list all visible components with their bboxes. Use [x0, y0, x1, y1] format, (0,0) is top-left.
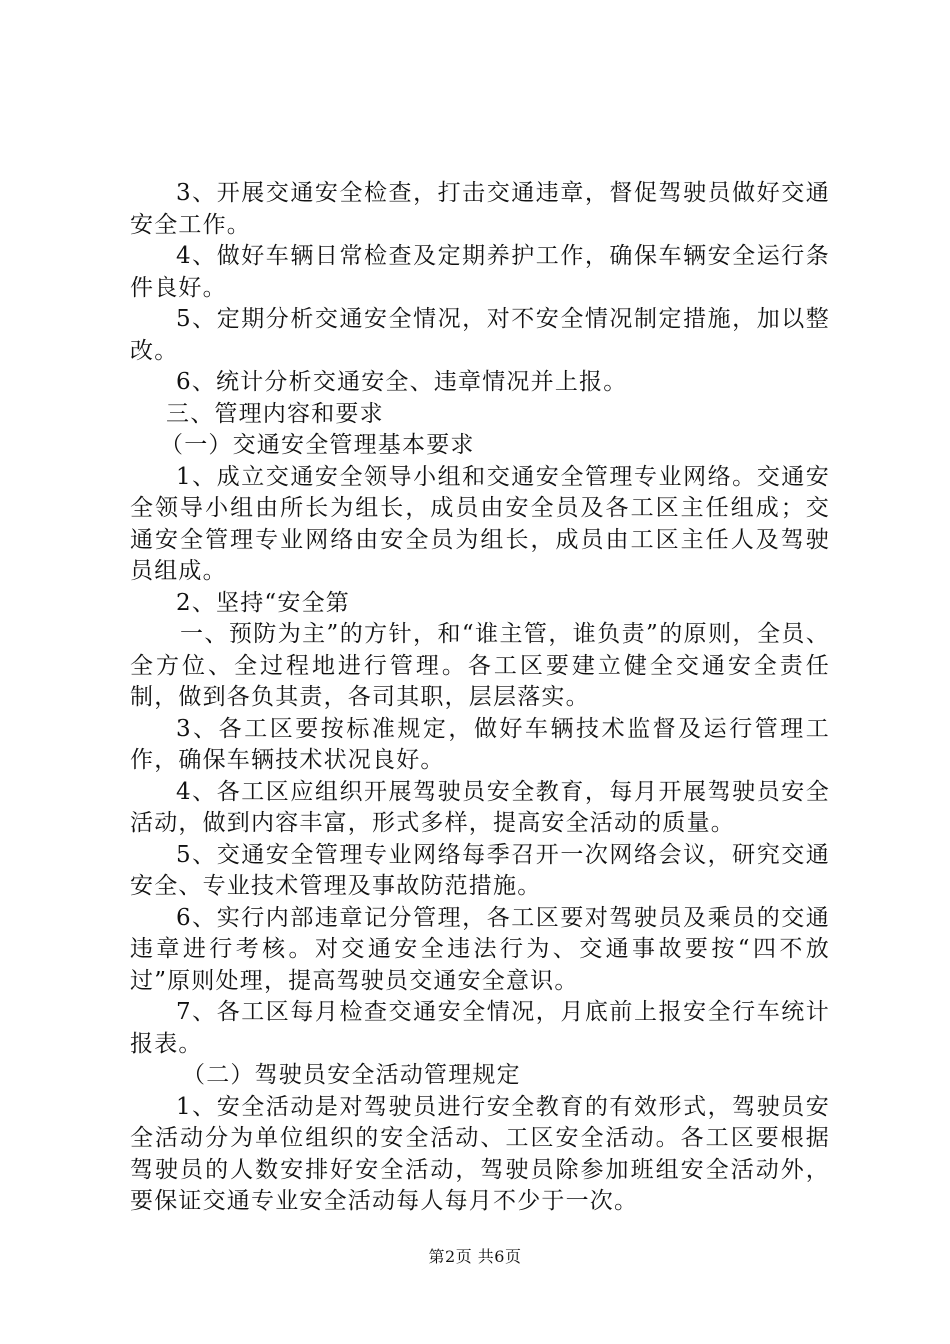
requirement-item-2-continued: 一、预防为主”的方针，和“谁主管，谁负责”的原则，全员、全方位、全过程地进行管理。各工区要建立健全交通安全责任制，做到各负其责，各司其职，层层落实。 [130, 621, 830, 710]
paragraph-item-4: 4、做好车辆日常检查及定期养护工作，确保车辆安全运行条件良好。 [130, 243, 830, 301]
paragraph-item-5: 5、定期分析交通安全情况，对不安全情况制定措施，加以整改。 [130, 306, 830, 364]
requirement-item-3: 3、各工区要按标准规定，做好车辆技术监督及运行管理工作，确保车辆技术状况良好。 [130, 715, 830, 773]
subsection-heading-1: （一）交通安全管理基本要求 [160, 432, 475, 458]
page-number: 第2页 共6页 [428, 1247, 522, 1266]
document-body [130, 178, 830, 1218]
paragraph-item-3: 3、开展交通安全检查，打击交通违章，督促驾驶员做好交通安全工作。 [130, 180, 830, 238]
requirement-item-2: 2、坚持“安全第 [176, 589, 350, 616]
requirement-item-7: 7、各工区每月检查交通安全情况，月底前上报安全行车统计报表。 [130, 999, 830, 1057]
section-heading-3: 三、管理内容和要求 [166, 400, 384, 427]
requirement-item-6: 6、实行内部违章记分管理，各工区要对驾驶员及乘员的交通违章进行考核。对交通安全违法行为、交通事故要按“四不放过”原则处理，提高驾驶员交通安全意识。 [130, 904, 830, 994]
requirement-item-4: 4、各工区应组织开展驾驶员安全教育，每月开展驾驶员安全活动，做到内容丰富，形式多样，提高安全活动的质量。 [130, 778, 830, 836]
activity-item-1: 1、安全活动是对驾驶员进行安全教育的有效形式，驾驶员安全活动分为单位组织的安全活动、工区安全活动。各工区要根据驾驶员的人数安排好安全活动，驾驶员除参加班组安全活动外，要保证交通专业安全活动每人每月不少于一次。 [130, 1093, 830, 1214]
subsection-heading-2: （二）驾驶员安全活动管理规定 [182, 1062, 521, 1088]
requirement-item-5: 5、交通安全管理专业网络每季召开一次网络会议，研究交通安全、专业技术管理及事故防范措施。 [130, 841, 830, 899]
requirement-item-1: 1、成立交通安全领导小组和交通安全管理专业网络。交通安全领导小组由所长为组长，成员由安全员及各工区主任组成；交通安全管理专业网络由安全员为组长，成员由工区主任人及驾驶员组成。 [130, 463, 830, 584]
paragraph-item-6: 6、统计分析交通安全、违章情况并上报。 [176, 369, 628, 395]
